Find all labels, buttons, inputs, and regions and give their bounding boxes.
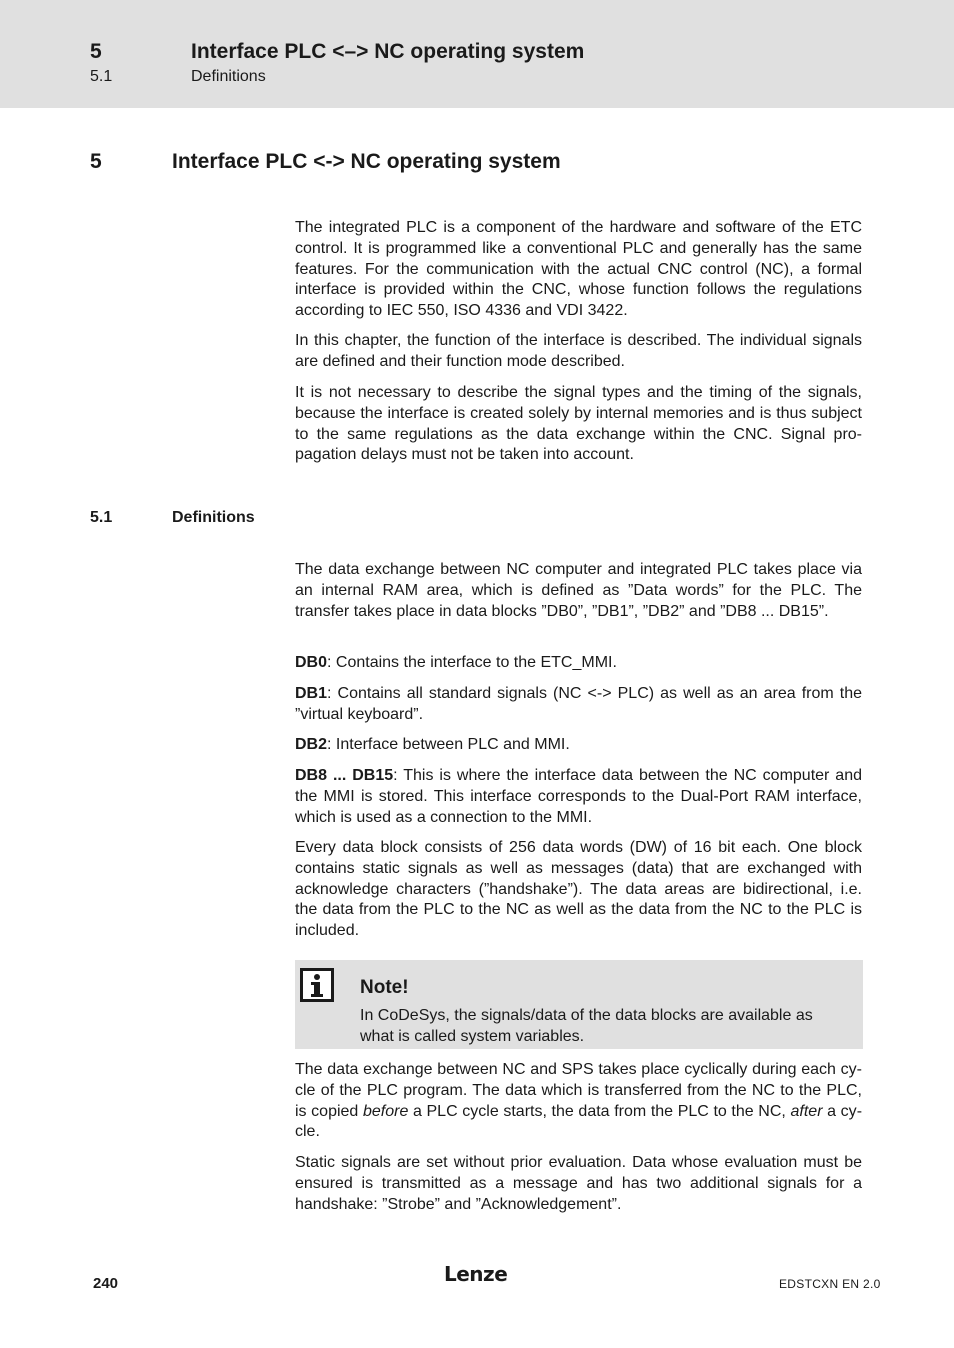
data-block-paragraph: Every data block consists of 256 data words (DW) of 16 bit each. One block contains static signals as well as messages (data) that are exchanged with acknowledge characters (”handshake”). The data areas are bidirectional, i.e. the data from the PLC to the NC as well as the data from the NC to the PLC is included. xyxy=(295,839,862,940)
cycle-paragraph xyxy=(295,1060,862,1143)
db-term: DB2 xyxy=(295,736,328,753)
cycle-emphasis: after xyxy=(790,1102,823,1120)
chapter-number: 5 xyxy=(90,150,102,173)
page-number: 240 xyxy=(93,1275,119,1292)
db-definition xyxy=(295,735,862,756)
cycle-text: The data exchange between NC and SPS takes place cyclically during each cycle of the PLC program. The data which is transferred from the NC to the PLC, is copied xyxy=(295,1061,862,1120)
db-text: : Contains the interface to the ETC_MMI. xyxy=(327,654,617,671)
chapter-paragraph: The integrated PLC is a component of the hardware and software of the ETC control. It is programmed like a conventional PLC and generally has the same features. For the communication with the actual CNC control (NC), a formal interface is provided within the CNC, whose function follows the regulations according to IEC 550, ISO 4336 and VDI 3422. xyxy=(295,219,862,320)
info-icon xyxy=(300,968,334,1002)
section-title: Definitions xyxy=(172,509,255,526)
header-section-number: 5.1 xyxy=(90,68,113,85)
section-intro: The data exchange between NC computer and integrated PLC takes place via an internal RAM area, which is defined as ”Data words” for the PLC. The transfer takes place in data blocks ”DB0”, ”DB1”, ”DB2” and ”DB8 ... DB15”. xyxy=(295,561,862,620)
db-text: : Interface between PLC and MMI. xyxy=(327,736,570,753)
section-number: 5.1 xyxy=(90,509,113,526)
chapter-paragraph: It is not necessary to describe the signal types and the timing of the signals, because the interface is created solely by internal memories and is thus subject to the same regulations as the data exchange within the CNC. Signal propagation delays must not be taken into account. xyxy=(295,384,862,464)
db-definition xyxy=(295,653,862,674)
note-box xyxy=(295,960,863,1049)
cycle-emphasis: before xyxy=(362,1102,409,1120)
db-text: : Contains all standard signals (NC <-> PLC) as well as an area from the ”virtual keyboard”. xyxy=(295,685,862,723)
db-definition xyxy=(295,766,862,828)
cycle-text: a PLC cycle starts, the data from the PLC to the NC, xyxy=(408,1102,791,1120)
document-id: EDSTCXN EN 2.0 xyxy=(779,1277,881,1291)
db-term: DB8 ... DB15 xyxy=(295,767,394,784)
running-header xyxy=(0,0,954,108)
db-text: : This is where the interface data between the NC computer and the MMI is stored. This interface corresponds to the Dual-Port RAM interface, which is used as a connection to the MMI. xyxy=(295,767,862,826)
note-text: In CoDeSys, the signals/data of the data blocks are available as what is called system variables. xyxy=(360,1007,813,1045)
header-chapter-number: 5 xyxy=(90,40,102,63)
header-section-title: Definitions xyxy=(191,68,266,85)
chapter-title: Interface PLC <-> NC operating system xyxy=(172,150,561,173)
lenze-logo: Lenze xyxy=(444,1262,508,1286)
db-definition xyxy=(295,684,862,726)
db-term: DB1 xyxy=(295,685,328,702)
header-chapter-title: Interface PLC <–> NC operating system xyxy=(191,40,585,63)
cycle-text: a cycle. xyxy=(295,1102,863,1141)
chapter-paragraph: In this chapter, the function of the interface is described. The individual signals are defined and their function mode described. xyxy=(295,332,862,370)
static-signals-paragraph: Static signals are set without prior evaluation. Data whose evaluation must be ensured is transmitted as a message and has two additional signals for a handshake: ”Strobe” and ”Acknowledgement”. xyxy=(295,1154,862,1213)
note-title: Note! xyxy=(360,977,409,998)
db-term: DB0 xyxy=(295,654,328,671)
